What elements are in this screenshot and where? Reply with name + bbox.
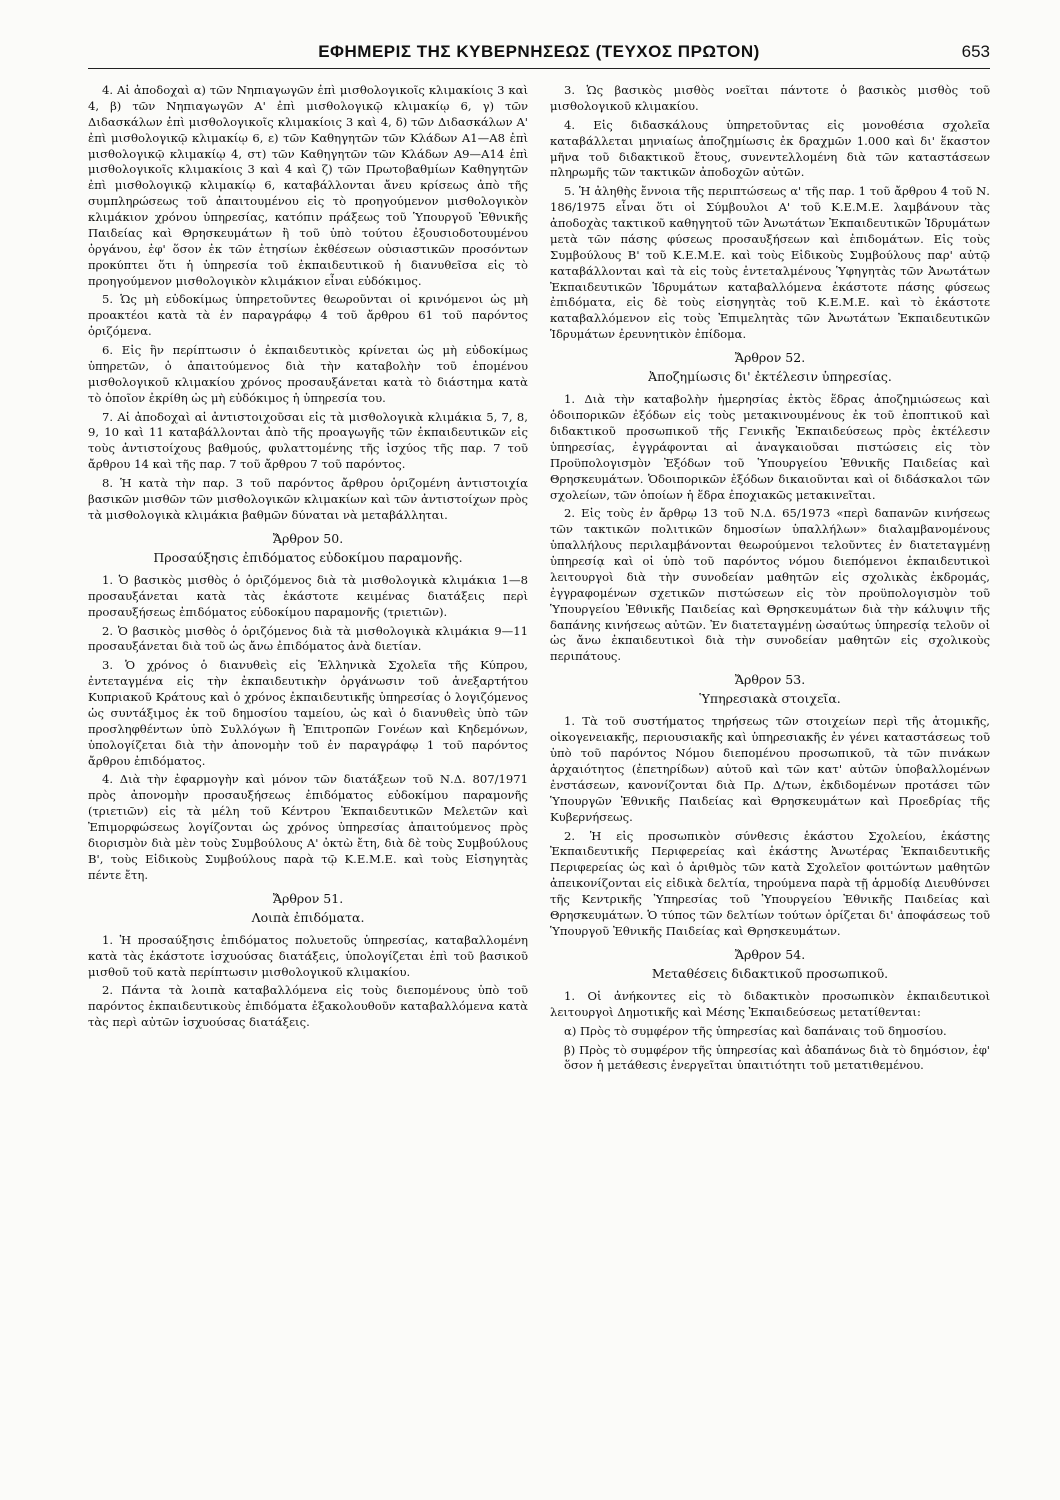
- article-52-title: Ἄρθρον 52.: [734, 350, 806, 365]
- paragraph: 1. Ὁ βασικὸς μισθὸς ὁ ὁριζόμενος διὰ τὰ μισθολογικὰ κλιμάκια 1—8 προσαυξάνεται κατὰ τὰς ἑκάστοτε κειμένας διατάξεις περὶ προσαυξήσεως ἐπιδόματος εὐδοκίμου παραμονῆς (τριετιῶν).: [88, 572, 528, 619]
- page-number: 653: [961, 42, 990, 61]
- paragraph: 5. Ἡ ἀληθὴς ἔννοια τῆς περιπτώσεως α' τῆς παρ. 1 τοῦ ἄρθρου 4 τοῦ Ν. 186/1975 εἶναι ὅτι οἱ Σύμβουλοι Α' τοῦ Κ.Ε.Μ.Ε. λαμβάνουν τὰς ἀποδοχὰς τακτικοῦ καθηγητοῦ τῶν Ἀνωτάτων Ἐκπαιδευτικῶν Ἱδρυμάτων μετὰ τῶν πάσης φύσεως προσαυξήσεων καὶ ἐπιδομάτων. Εἰς τοὺς Συμβούλους Β' τοῦ Κ.Ε.Μ.Ε. καὶ τοὺς Εἰδικοὺς Συμβούλους παρ' αὐτῷ καταβάλλονται καὶ τὰ εἰς τοὺς ἐντεταλμένους Ὑφηγητὰς τῶν Ἀνωτάτων Ἐκπαιδευτικῶν Ἱδρυμάτων καταβαλλόμενα ἑκάστοτε πάσης φύσεως ἐπιδόματα, εἰς δὲ τοὺς εἰσηγητὰς τοῦ Κ.Ε.Μ.Ε. καὶ τὸ ἑκάστοτε καταβαλλόμενον εἰς τοὺς Ἐπιμελητὰς τῶν Ἀνωτάτων Ἐκπαιδευτικῶν Ἱδρυμάτων ἐρευνητικὸν ἐπίδομα.: [550, 184, 990, 342]
- article-50-title: Ἄρθρον 50.: [272, 530, 344, 546]
- left-column: [88, 83, 528, 1077]
- article-54-title: Ἄρθρον 54.: [734, 946, 806, 962]
- article-51-subtitle: Λοιπὰ ἐπιδόματα.: [251, 909, 365, 925]
- article-50-subtitle: Προσαύξησις ἐπιδόματος εὐδοκίμου παραμονῆς.: [153, 549, 463, 565]
- page-header: [88, 38, 990, 69]
- paragraph: 4. Εἰς διδασκάλους ὑπηρετοῦντας εἰς μονοθέσια σχολεῖα καταβάλλεται μηνιαίως ἀποζημίωσις ἐκ δραχμῶν 1.000 καὶ δι' ἕκαστον μῆνα τοῦ διδακτικοῦ ἔτους, συνεντελλομένη διὰ τῶν καταστάσεων πληρωμῆς τῶν τακτικῶν ἀποδοχῶν αὐτῶν.: [550, 117, 990, 180]
- paragraph: 2. Ἡ εἰς προσωπικὸν σύνθεσις ἑκάστου Σχολείου, ἑκάστης Ἐκπαιδευτικῆς Περιφερείας καὶ ἑκάστης Ἀνωτέρας Ἐκπαιδευτικῆς Περιφερείας ὡς καὶ ὁ ἀριθμὸς τῶν κατὰ Σχολεῖον φοιτώντων μαθητῶν ἀπεικονίζονται εἰς εἰδικὰ δελτία, τηρούμενα παρὰ τῇ ἁρμοδίᾳ Διευθύνσει τῆς Κεντρικῆς Ὑπηρεσίας τοῦ Ὑπουργείου Ἐθνικῆς Παιδείας καὶ Θρησκευμάτων. Ὁ τύπος τῶν δελτίων τούτων ὁρίζεται δι' ἀποφάσεως τοῦ Ὑπουργοῦ Ἐθνικῆς Παιδείας καὶ Θρησκευμάτων.: [550, 828, 990, 938]
- paragraph: 6. Εἰς ἣν περίπτωσιν ὁ ἐκπαιδευτικὸς κρίνεται ὡς μὴ εὐδοκίμως ὑπηρετῶν, ὁ ἀπαιτούμενος διὰ τὴν καταβολὴν τοῦ ἑπομένου μισθολογικοῦ κλιμακίου χρόνος προσαυξάνεται κατὰ τὸ διάστημα κατὰ τὸ ὁποῖον ἐκρίθη ὡς μὴ εὐδόκιμος ἡ ὑπηρεσία του.: [88, 343, 528, 405]
- paragraph: 5. Ὡς μὴ εὐδοκίμως ὑπηρετοῦντες θεωροῦνται οἱ κρινόμενοι ὡς μὴ προακτέοι κατὰ τὰ ἐν παραγράφῳ 4 τοῦ ἄρθρου 61 τοῦ παρόντος ὁριζόμενα.: [88, 292, 528, 339]
- paragraph: 3. Ὡς βασικὸς μισθὸς νοεῖται πάντοτε ὁ βασικὸς μισθὸς τοῦ μισθολογικοῦ κλιμακίου.: [550, 83, 990, 113]
- paragraph: 2. Πάντα τὰ λοιπὰ καταβαλλόμενα εἰς τοὺς διεπομένους ὑπὸ τοῦ παρόντος ἐκπαιδευτικοὺς ἐπιδόματα ἐξακολουθοῦν καταβαλλόμενα κατὰ τὰς περὶ αὐτῶν ἰσχυούσας διατάξεις.: [88, 983, 528, 1030]
- right-column: [550, 83, 990, 1077]
- paragraph: 1. Τὰ τοῦ συστήματος τηρήσεως τῶν στοιχείων περὶ τῆς ἀτομικῆς, οἰκογενειακῆς, περιουσιακῆς καὶ ὑπηρεσιακῆς ἐν γένει καταστάσεως τοῦ ὑπὸ τοῦ παρόντος Νόμου διεπομένου προσωπικοῦ, τὰ τῶν πινάκων ἀρχαιότητος (ἐπετηρίδων) αὐτοῦ καὶ τῶν κατ' αὐτῶν ὑποβαλλομένων ἐνστάσεων, κανονίζονται διὰ Πρ. Δ/των, ἐκδιδομένων προτάσει τῶν Ὑπουργῶν Ἐθνικῆς Παιδείας καὶ Θρησκευμάτων καὶ Προεδρίας τῆς Κυβερνήσεως.: [550, 714, 990, 824]
- paragraph: 4. Διὰ τὴν ἐφαρμογὴν καὶ μόνον τῶν διατάξεων τοῦ Ν.Δ. 807/1971 πρὸς ἀπονομὴν προσαυξήσεως ἐπιδόματος εὐδοκίμου παραμονῆς (τριετιῶν) εἰς τὰ μέλη τοῦ Κέντρου Ἐκπαιδευτικῶν Μελετῶν καὶ Ἐπιμορφώσεως λογίζονται ὡς χρόνος ὑπηρεσίας ἀπαιτούμενος πρὸς διορισμὸν διὰ μὲν τοὺς Συμβούλους Α' ὀκτὼ ἔτη, διὰ δὲ τοὺς Συμβούλους Β', τοὺς Εἰδικοὺς Συμβούλους παρὰ τῷ Κ.Ε.Μ.Ε. καὶ τοὺς Εἰσηγητὰς πέντε ἔτη.: [88, 772, 528, 882]
- paragraph: 8. Ἡ κατὰ τὴν παρ. 3 τοῦ παρόντος ἄρθρου ὁριζομένη ἀντιστοιχία βασικῶν μισθῶν τῶν μισθολογικῶν κλιμακίων καὶ τῶν ἀντιστοίχων πρὸς τὰ μισθολογικὰ κλιμάκια βαθμῶν δύναται νὰ μεταβάλληται.: [88, 476, 528, 522]
- article-52-subtitle: Ἀποζημίωσις δι' ἐκτέλεσιν ὑπηρεσίας.: [648, 369, 892, 385]
- paragraph: 1. Διὰ τὴν καταβολὴν ἡμερησίας ἐκτὸς ἕδρας ἀποζημιώσεως καὶ ὁδοιπορικῶν ἐξόδων εἰς τοὺς μετακινουμένους ἐκ τοῦ ἐποπτικοῦ καὶ διδακτικοῦ προσωπικοῦ τῆς Γενικῆς Ἐκπαιδεύσεως πρὸς ἐκτέλεσιν ὑπηρεσίας, ἐγγράφονται αἱ ἀναγκαιοῦσαι πιστώσεις εἰς τὸν Προϋπολογισμὸν Ἐξόδων τοῦ Ὑπουργείου Ἐθνικῆς Παιδείας καὶ Θρησκευμάτων. Ὁδοιπορικῶν ἐξόδων δικαιοῦνται καὶ οἱ διδάσκαλοι τῶν σχολείων, τῶν ὁποίων ἡ ἕδρα ἐποχιακῶς μετακινεῖται.: [550, 392, 990, 502]
- paragraph: 1. Οἱ ἀνήκοντες εἰς τὸ διδακτικὸν προσωπικὸν ἐκπαιδευτικοὶ λειτουργοὶ Δημοτικῆς καὶ Μέσης Ἐκπαιδεύσεως μετατίθενται:: [550, 988, 990, 1019]
- paragraph: 2. Εἰς τοὺς ἐν ἄρθρῳ 13 τοῦ Ν.Δ. 65/1973 «περὶ δαπανῶν κινήσεως τῶν τακτικῶν πολιτικῶν δημοσίων ὑπαλλήλων» διαλαμβανομένους ὑπαλλήλους περιλαμβάνονται θεωρούμενοι τελοῦντες ἐν διατεταγμένῃ ὑπηρεσίᾳ καὶ οἱ ὑπὸ τοῦ παρόντος νόμου διεπόμενοι ἐκπαιδευτικοὶ λειτουργοὶ διὰ τὴν συνοδείαν μαθητῶν εἰς σχολικὰς ἐκδρομάς, ἐγγραφομένων σχετικῶν πιστώσεων εἰς τὸν προϋπολογισμὸν τοῦ Ὑπουργείου Ἐθνικῆς Παιδείας καὶ Θρησκευμάτων διὰ τὴν κάλυψιν τῆς δαπάνης κινήσεως αὐτῶν. Ἐν διατεταγμένῃ ὡσαύτως ὑπηρεσίᾳ τελοῦν οἱ ὡς ἄνω ἐκπαιδευτικοὶ διὰ τὴν συνοδείαν μαθητῶν εἰς σχολικοὺς περιπάτους.: [550, 506, 990, 664]
- paragraph: 7. Αἱ ἀποδοχαὶ αἱ ἀντιστοιχοῦσαι εἰς τὰ μισθολογικὰ κλιμάκια 5, 7, 8, 9, 10 καὶ 11 καταβάλλονται ἀπὸ τῆς προαγωγῆς τῶν ἐκπαιδευτικῶν εἰς τοὺς ἀντιστοίχους βαθμούς, φυλαττομένης τῆς ἰσχύος τῆς παρ. 7 τοῦ ἄρθρου 14 καὶ τῆς παρ. 7 τοῦ ἄρθρου 7 τοῦ παρόντος.: [88, 409, 528, 472]
- list-item: α) Πρὸς τὸ συμφέρον τῆς ὑπηρεσίας καὶ δαπάναις τοῦ δημοσίου.: [564, 1023, 947, 1038]
- article-53-subtitle: Ὑπηρεσιακὰ στοιχεῖα.: [699, 691, 841, 707]
- list-item: β) Πρὸς τὸ συμφέρον τῆς ὑπηρεσίας καὶ ἀδαπάνως διὰ τὸ δημόσιον, ἐφ' ὅσον ἡ μετάθεσις ἐνεργεῖται ὑπαιτιότητι τοῦ μετατιθεμένου.: [564, 1042, 990, 1073]
- paragraph: 2. Ὁ βασικὸς μισθὸς ὁ ὁριζόμενος διὰ τὰ μισθολογικὰ κλιμάκια 9—11 προσαυξάνεται διὰ τοῦ ὡς ἄνω ἐπιδόματος ἀνὰ διετίαν.: [88, 623, 528, 654]
- article-53-title: Ἄρθρον 53.: [734, 672, 806, 688]
- paragraph: 4. Αἱ ἀποδοχαὶ α) τῶν Νηπιαγωγῶν ἐπὶ μισθολογικοῖς κλιμακίοις 3 καὶ 4, β) τῶν Νηπιαγωγῶν Α' ἐπὶ μισθολογικῷ κλιμακίῳ 6, γ) τῶν Διδασκάλων ἐπὶ μισθολογικοῖς κλιμακίοις 3 καὶ 4, δ) τῶν Διδασκάλων Α' ἐπὶ μισθολογικῷ κλιμακίῳ 6, ε) τῶν Καθηγητῶν τῶν Κλάδων Α1—Α8 ἐπὶ μισθολογικῷ κλιμακίῳ 4, στ) τῶν Καθηγητῶν τῶν Κλάδων Α9—Α14 ἐπὶ μισθολογικοῖς κλιμακίοις 3 καὶ 4 καὶ ζ) τῶν Πρωτοβαθμίων Καθηγητῶν ἐπὶ μισθολογικῷ κλιμακίῳ 6, καταβάλλονται ἄνευ κρίσεως ἀπὸ τῆς συμπληρώσεως τοῦ ἀπαιτουμένου εἰς τὸ προηγούμενον μισθολογικὸν κλιμάκιον χρόνου ὑπηρεσίας, κατόπιν πράξεως τοῦ Ὑπουργοῦ Ἐθνικῆς Παιδείας καὶ Θρησκευμάτων ἢ τοῦ ὑπὸ τούτου ἐξουσιοδοτουμένου ὀργάνου, ἐφ' ὅσον ἐκ τῶν ἐτησίων ἐκθέσεων οὐσιαστικῶν προσόντων προκύπτει ὅτι ἡ ὑπηρεσία τοῦ ἐκπαιδευτικοῦ ἡ διανυθεῖσα εἰς τὸ προηγούμενον μισθολογικὸν κλιμάκιον εἶναι εὐδόκιμος.: [88, 83, 528, 288]
- paragraph: 1. Ἡ προσαύξησις ἐπιδόματος πολυετοῦς ὑπηρεσίας, καταβαλλομένη κατὰ τὰς ἑκάστοτε ἰσχυούσας διατάξεις, ὑπολογίζεται ἐπὶ τοῦ βασικοῦ μισθοῦ τοῦ κατὰ περίπτωσιν μισθολογικοῦ κλιμακίου.: [88, 932, 528, 979]
- paragraph: 3. Ὁ χρόνος ὁ διανυθεὶς εἰς Ἑλληνικὰ Σχολεῖα τῆς Κύπρου, ἐντεταγμένα εἰς τὴν ἐκπαιδευτικὴν ὀργάνωσιν τοῦ ἀνεξαρτήτου Κυπριακοῦ Κράτους καὶ ὁ χρόνος ἐκπαιδευτικῆς ὑπηρεσίας ὁ λογιζόμενος ὡς συντάξιμος ἐκ τοῦ δημοσίου ταμείου, ὡς καὶ ὁ διανυθεὶς ὑπὸ τῶν προσληφθέντων ὑπὸ Συλλόγων ἢ Ἐπιτροπῶν Γονέων καὶ Κηδεμόνων, ὑπολογίζεται διὰ τὴν ἀπονομὴν τοῦ ἐν παραγράφῳ 1 τοῦ παρόντος ἄρθρου ἐπιδόματος.: [88, 658, 528, 768]
- article-51-title: Ἄρθρον 51.: [272, 890, 344, 906]
- article-54-subtitle: Μεταθέσεις διδακτικοῦ προσωπικοῦ.: [651, 965, 889, 981]
- two-column-body: [88, 83, 990, 1077]
- gazette-title: ΕΦΗΜΕΡΙΣ ΤΗΣ ΚΥΒΕΡΝΗΣΕΩΣ (ΤΕΥΧΟΣ ΠΡΩΤΟΝ): [318, 42, 760, 61]
